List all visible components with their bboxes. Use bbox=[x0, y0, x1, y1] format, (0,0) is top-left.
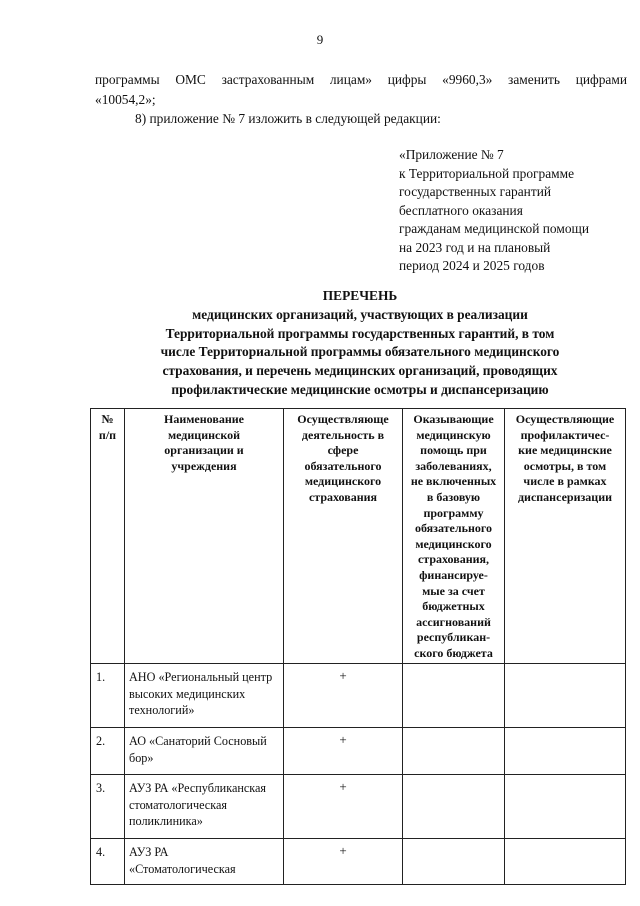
annex-caption-line: к Территориальной программе bbox=[399, 165, 575, 181]
table-row bbox=[91, 839, 626, 885]
table-row bbox=[91, 664, 626, 728]
header-preventive-exams: Осуществляющие профилактичес- кие медицинские осмотры, в том числе в рамках диспансеризации bbox=[505, 409, 626, 664]
budget-mark bbox=[403, 664, 505, 728]
budget-mark bbox=[403, 775, 505, 839]
preventive-mark bbox=[505, 664, 626, 728]
annex-caption-line: период 2024 и 2025 годов bbox=[399, 258, 545, 273]
title-line: профилактические медицинские осмотры и диспансеризацию bbox=[171, 381, 549, 397]
annex-caption-line: «Приложение № 7 bbox=[399, 147, 504, 162]
amendment-paragraph-line1: программы ОМС застрахованным лицам» цифры «9960,3» заменить цифрами bbox=[95, 72, 627, 87]
row-number: 1. bbox=[91, 664, 125, 728]
header-oms-activity: Осуществляюще деятельность в сфере обязательного медицинского страхования bbox=[284, 409, 403, 664]
organization-name: АНО «Региональный центр высоких медицинских технологий» bbox=[125, 664, 284, 728]
title-line: страхования, и перечень медицинских организаций, проводящих bbox=[162, 363, 558, 379]
row-number: 4. bbox=[91, 839, 125, 885]
preventive-mark bbox=[505, 775, 626, 839]
title-heading: ПЕРЕЧЕНЬ bbox=[322, 288, 398, 303]
table-header-row bbox=[91, 409, 626, 664]
organization-name: АУЗ РА «Республиканская стоматологическая поликлиника» bbox=[125, 775, 284, 839]
amendment-paragraph-line2: «10054,2»; bbox=[95, 92, 156, 107]
title-line: числе Территориальной программы обязательного медицинского bbox=[160, 344, 560, 360]
budget-mark bbox=[403, 728, 505, 775]
preventive-mark bbox=[505, 728, 626, 775]
organization-name: АУЗ РА «Стоматологическая bbox=[125, 839, 284, 885]
annex-caption-line: бесплатного оказания bbox=[399, 202, 523, 218]
annex-caption-line: на 2023 год и на плановый bbox=[399, 239, 551, 255]
organizations-table bbox=[90, 408, 626, 885]
annex-caption-line: гражданам медицинской помощи bbox=[399, 221, 590, 236]
title-line: Территориальной программы государственных гарантий, в том bbox=[165, 325, 555, 341]
row-number: 3. bbox=[91, 775, 125, 839]
annex-caption bbox=[399, 146, 639, 276]
table-row bbox=[91, 775, 626, 839]
table-row bbox=[91, 728, 626, 775]
organization-name: АО «Санаторий Сосновый бор» bbox=[125, 728, 284, 775]
amendment-item-8: 8) приложение № 7 изложить в следующей редакции: bbox=[135, 111, 441, 126]
row-number: 2. bbox=[91, 728, 125, 775]
budget-mark bbox=[403, 839, 505, 885]
oms-mark: + bbox=[284, 664, 403, 728]
document-title bbox=[60, 287, 640, 400]
oms-mark: + bbox=[284, 775, 403, 839]
oms-mark: + bbox=[284, 728, 403, 775]
title-line: медицинских организаций, участвующих в реализации bbox=[192, 306, 528, 322]
annex-caption-line: государственных гарантий bbox=[399, 184, 552, 199]
header-budget-care: Оказывающие медицинскую помощь при заболеваниях, не включенных в базовую программу обязательного медицинского страхования, финансируе- мые за счет бюджетных ассигнований республикан- ского бюджета bbox=[403, 409, 505, 664]
preventive-mark bbox=[505, 839, 626, 885]
page-number: 9 bbox=[316, 32, 324, 47]
header-number: № п/п bbox=[91, 409, 125, 664]
oms-mark: + bbox=[284, 839, 403, 885]
header-organization-name: Наименование медицинской организации и учреждения bbox=[125, 409, 284, 664]
